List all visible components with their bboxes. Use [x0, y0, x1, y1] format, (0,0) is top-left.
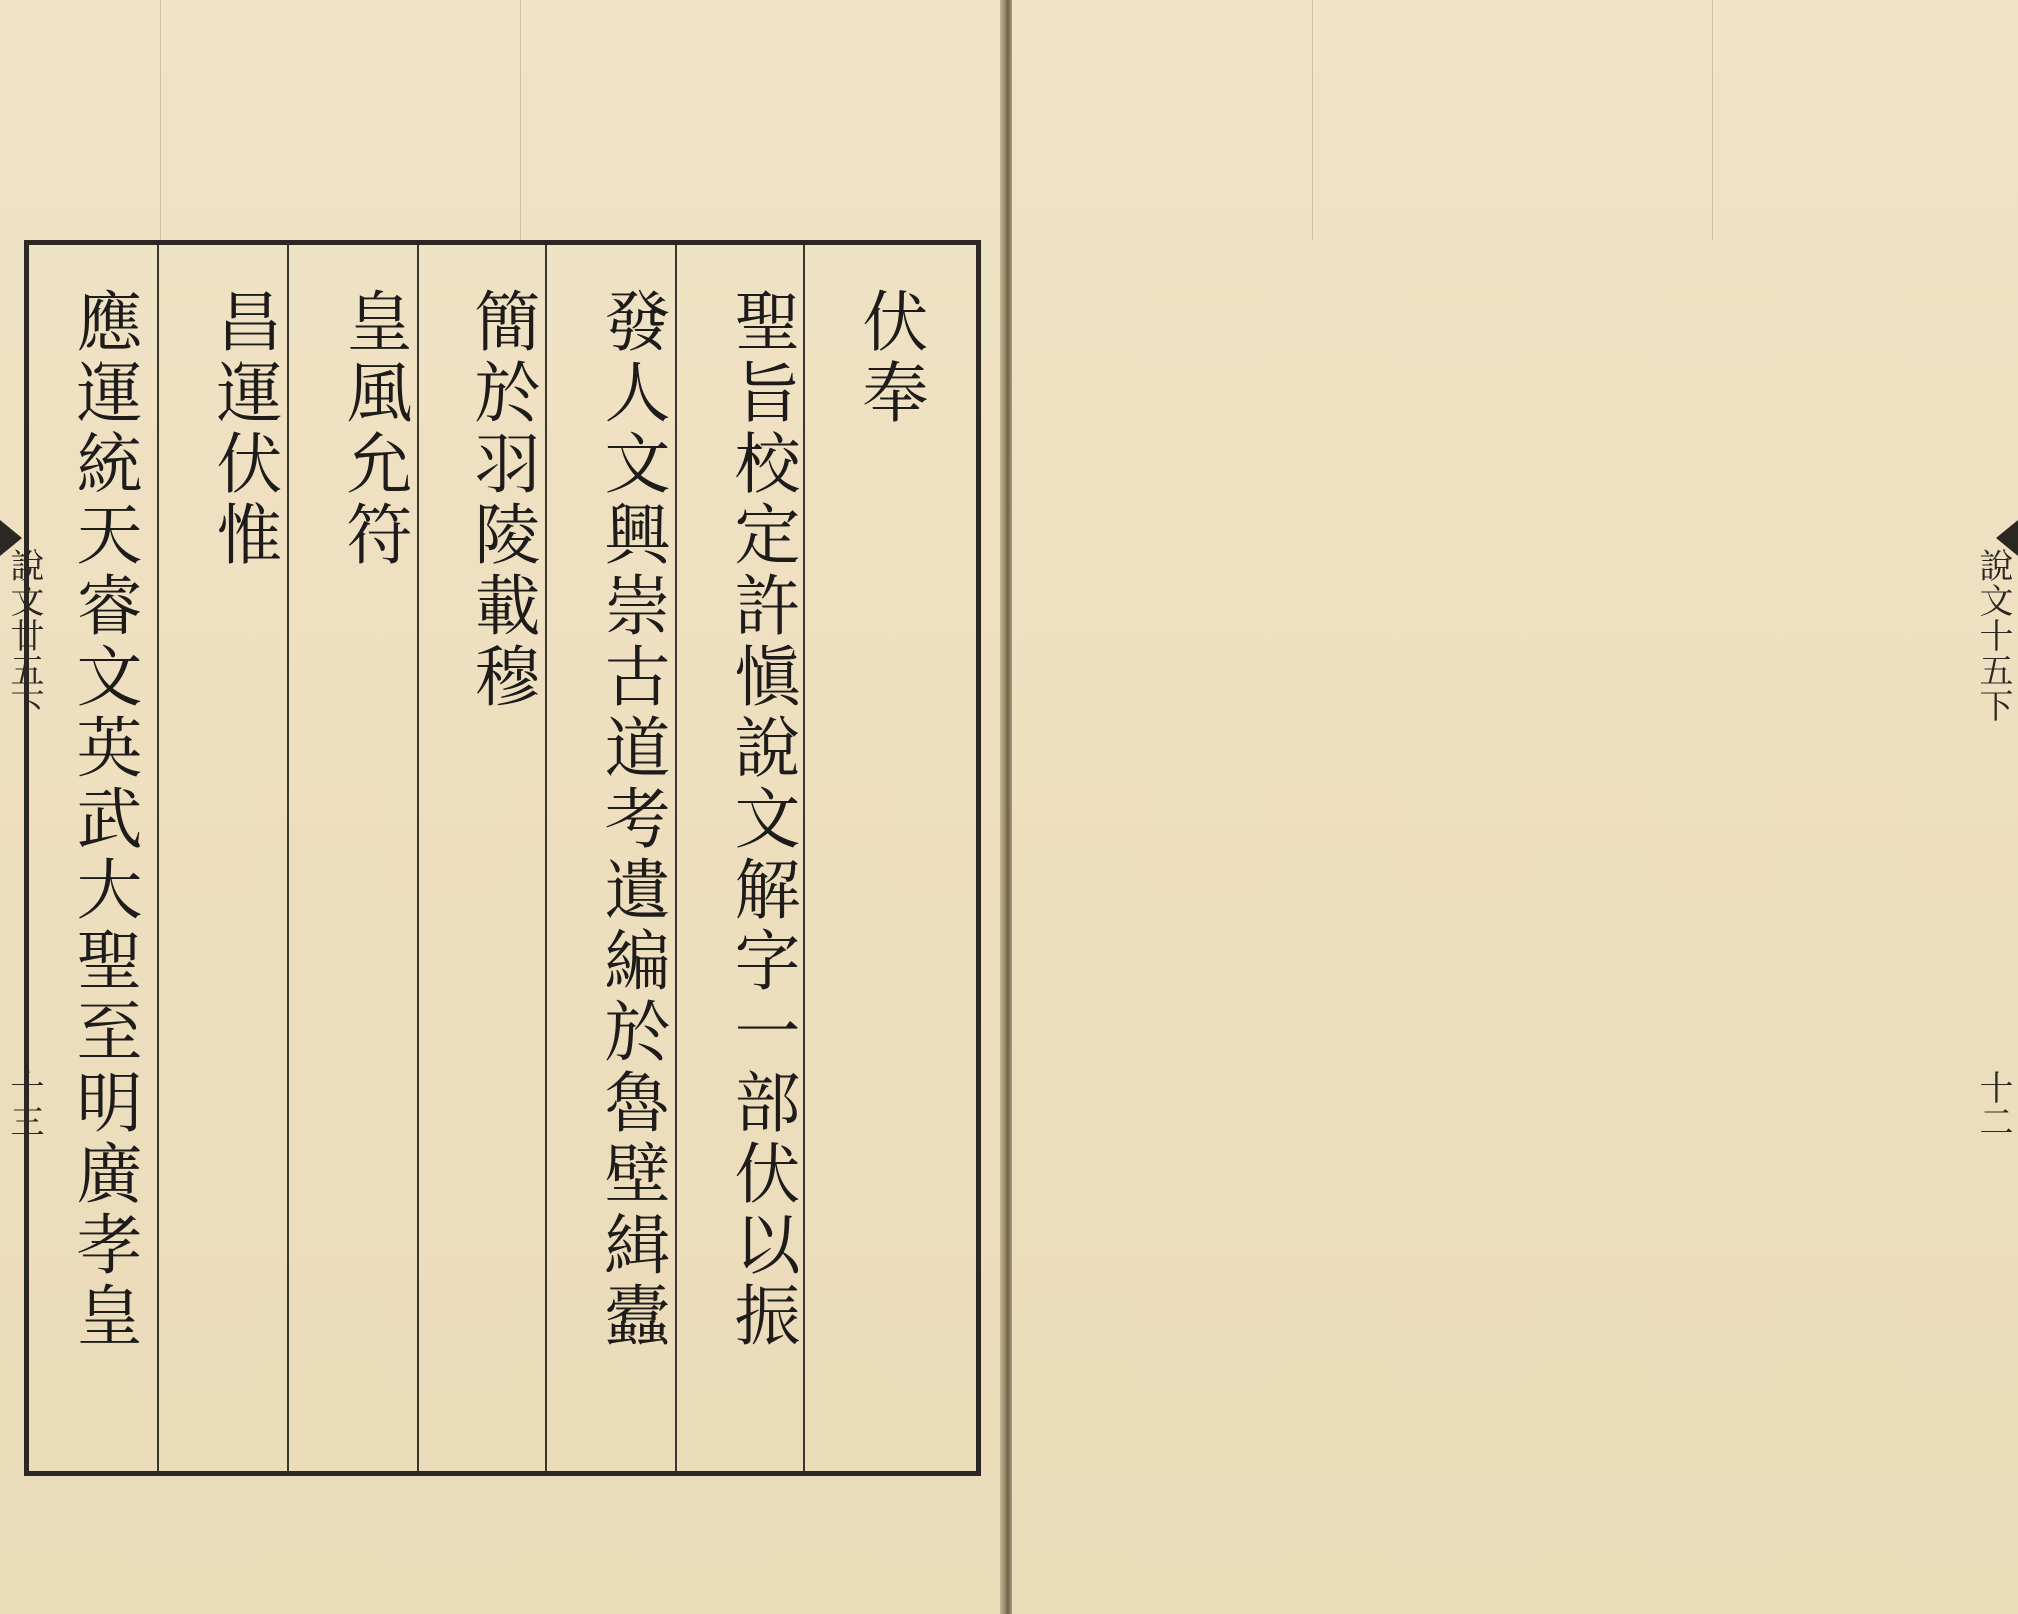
- text-column-5: 皇風允符: [335, 287, 412, 571]
- page-number: 十三: [4, 1070, 44, 1138]
- text-column-1: 伏奉: [851, 287, 928, 429]
- right-page: [1012, 0, 2018, 1614]
- text-column-3: 發人文興崇古道考遺編於魯壁緝蠹: [593, 287, 670, 1352]
- left-text-frame: [24, 240, 981, 1476]
- text-column-2: 聖旨校定許愼說文解字一部伏以振: [723, 287, 800, 1352]
- text-column-6: 昌運伏惟: [205, 287, 282, 571]
- text-column-4: 簡於羽陵載穆: [463, 287, 540, 713]
- page-number: 十二: [1973, 1070, 2013, 1138]
- left-page: [0, 0, 1002, 1614]
- margin-title: 說文十五下: [1973, 548, 2013, 723]
- text-column-7: 應運統天睿文英武大聖至明廣孝皇: [65, 287, 142, 1352]
- margin-title: 說文廿五下: [4, 548, 44, 723]
